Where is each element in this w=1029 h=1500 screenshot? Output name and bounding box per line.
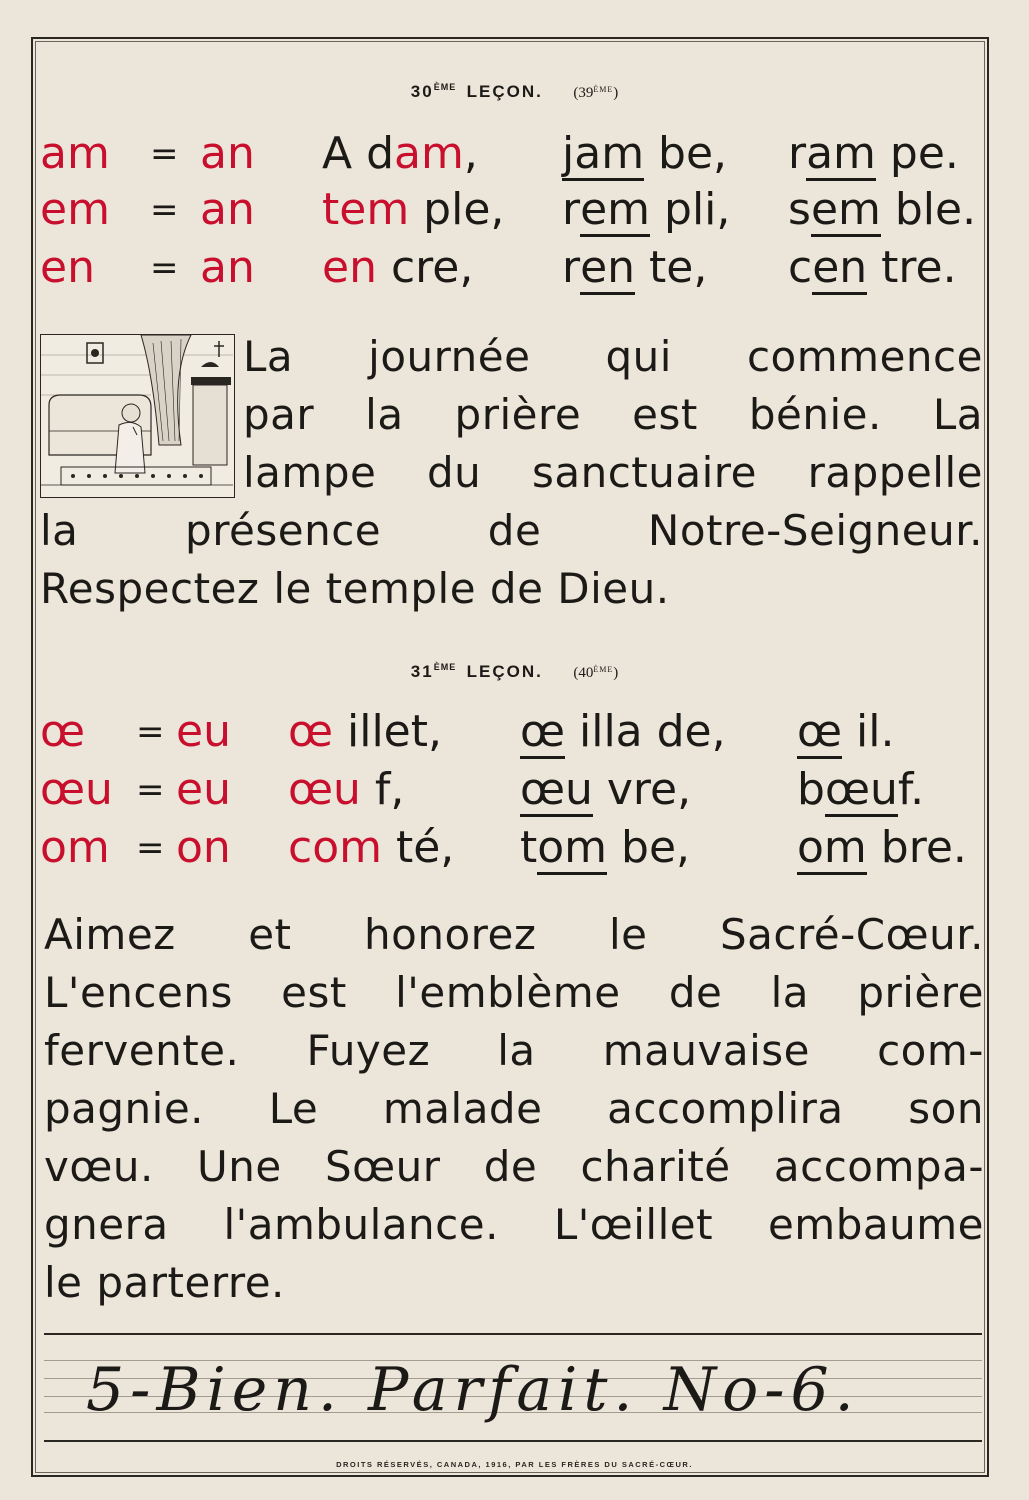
equals-sign: = bbox=[150, 248, 179, 288]
word: la bbox=[365, 390, 404, 439]
paragraph-31-line-1 bbox=[44, 906, 984, 964]
word: com- bbox=[877, 1026, 984, 1075]
word: Sœur bbox=[324, 1142, 441, 1191]
word: Fuyez bbox=[306, 1026, 431, 1075]
word-prefix: b bbox=[797, 764, 825, 815]
word: commence bbox=[746, 332, 983, 381]
sound-spelling: om bbox=[40, 822, 110, 873]
lesson-30-number: 30 bbox=[410, 82, 434, 101]
writing-top-rule bbox=[44, 1333, 982, 1335]
paragraph-31-line-6 bbox=[44, 1196, 984, 1254]
example-word bbox=[322, 180, 504, 240]
paragraph-30-line-1 bbox=[243, 328, 983, 386]
word-suffix: illa de, bbox=[565, 706, 726, 757]
word: son bbox=[908, 1084, 984, 1133]
word: journée bbox=[368, 332, 531, 381]
word: Aimez bbox=[44, 910, 176, 959]
example-word bbox=[797, 760, 924, 820]
word: accompa- bbox=[773, 1142, 984, 1191]
example-word bbox=[322, 238, 473, 298]
equals-sign: = bbox=[136, 770, 165, 810]
example-word bbox=[520, 818, 690, 878]
word: L'œillet bbox=[553, 1200, 714, 1249]
word-sound: om bbox=[537, 822, 608, 873]
word: accomplira bbox=[607, 1084, 844, 1133]
lesson-30-alt-close: ) bbox=[613, 85, 619, 101]
paragraph-31-line-3 bbox=[44, 1022, 984, 1080]
equals-sign: = bbox=[150, 190, 179, 230]
word-sound: em bbox=[810, 184, 881, 235]
word: L'encens bbox=[44, 968, 233, 1017]
example-word bbox=[288, 702, 442, 762]
word: présence bbox=[185, 506, 382, 555]
word-suffix: pli, bbox=[650, 184, 731, 235]
word-prefix: t bbox=[520, 822, 538, 873]
word-prefix: c bbox=[788, 242, 813, 293]
word-prefix: s bbox=[788, 184, 811, 235]
word-suffix: bre. bbox=[866, 822, 967, 873]
equals-sign: = bbox=[136, 712, 165, 752]
lesson-31-word: LEÇON. bbox=[466, 662, 543, 681]
word: sanctuaire bbox=[531, 448, 757, 497]
word: prière bbox=[857, 968, 984, 1017]
lesson-30-alt-suffix: ÈME bbox=[593, 85, 614, 94]
lesson-30-sound-row bbox=[0, 180, 1029, 240]
word-suffix: il. bbox=[842, 706, 895, 757]
word: Une bbox=[197, 1142, 282, 1191]
word: La bbox=[243, 332, 294, 381]
example-word bbox=[788, 180, 976, 240]
prayer-illustration-drawing bbox=[41, 335, 233, 496]
handwriting-sample: 5-Bien. Parfait. No-6. bbox=[86, 1355, 860, 1425]
word: par bbox=[243, 390, 315, 439]
equals-sign: = bbox=[150, 134, 179, 174]
word: prière bbox=[454, 390, 582, 439]
example-word bbox=[520, 760, 691, 820]
writing-bottom-rule bbox=[44, 1440, 982, 1442]
paragraph-30-line-4 bbox=[40, 502, 983, 560]
example-word bbox=[288, 818, 454, 878]
lesson-30-alt-num-text: (39 bbox=[573, 85, 594, 101]
word: malade bbox=[382, 1084, 543, 1133]
lesson-31-alt-number bbox=[573, 665, 618, 681]
word-sound: en bbox=[322, 242, 377, 293]
paragraph-31-line-2 bbox=[44, 964, 984, 1022]
word: Le bbox=[268, 1084, 319, 1133]
word-suffix: ple, bbox=[409, 184, 505, 235]
word-sound: am bbox=[806, 128, 876, 179]
word: Notre-Seigneur. bbox=[647, 506, 983, 555]
example-word bbox=[562, 180, 730, 240]
prayer-illustration bbox=[40, 334, 235, 498]
sound-spelling: am bbox=[40, 128, 110, 179]
word: gnera bbox=[44, 1200, 169, 1249]
word-suffix: te, bbox=[635, 242, 708, 293]
sound-equivalent: eu bbox=[176, 764, 231, 815]
example-word bbox=[788, 238, 957, 298]
word-prefix: r bbox=[562, 242, 581, 293]
word: mauvaise bbox=[602, 1026, 811, 1075]
word-sound: om bbox=[797, 822, 867, 873]
word-sound: en bbox=[812, 242, 868, 293]
paragraph-31-line-5 bbox=[44, 1138, 984, 1196]
sound-spelling: œu bbox=[40, 764, 113, 815]
lesson-31-sound-row bbox=[0, 818, 1029, 878]
paragraph-31-line-4 bbox=[44, 1080, 984, 1138]
lesson-31-heading bbox=[0, 662, 1029, 682]
sound-equivalent: on bbox=[176, 822, 231, 873]
paragraph-30-line-5: Respectez le temple de Dieu. bbox=[40, 564, 670, 613]
lesson-31-sound-row bbox=[0, 760, 1029, 820]
lesson-30-sound-row bbox=[0, 238, 1029, 298]
example-word bbox=[797, 818, 967, 878]
word-sound: am bbox=[394, 128, 464, 179]
word-sound: en bbox=[580, 242, 636, 293]
sound-spelling: em bbox=[40, 184, 110, 235]
word: la bbox=[770, 968, 810, 1017]
example-word bbox=[562, 124, 727, 184]
sound-equivalent: eu bbox=[176, 706, 231, 757]
equals-sign: = bbox=[136, 828, 165, 868]
word-sound: œ bbox=[288, 706, 334, 757]
word: fervente. bbox=[44, 1026, 240, 1075]
example-word bbox=[288, 760, 404, 820]
word: de bbox=[668, 968, 723, 1017]
word-suffix: , bbox=[463, 128, 478, 179]
word-suffix: ble. bbox=[880, 184, 977, 235]
sound-equivalent: an bbox=[200, 184, 255, 235]
lesson-31-suffix: ÈME bbox=[433, 662, 457, 672]
word: de bbox=[487, 506, 542, 555]
word-sound: œ bbox=[520, 706, 566, 757]
lesson-30-suffix: ÈME bbox=[433, 82, 457, 92]
word: charité bbox=[580, 1142, 731, 1191]
copyright-footer: DROITS RÉSERVÉS, CANADA, 1916, PAR LES FRÈRES DU SACRÉ-CŒUR. bbox=[336, 1460, 693, 1469]
word: la bbox=[40, 506, 79, 555]
example-word bbox=[797, 702, 894, 762]
word-suffix: be, bbox=[607, 822, 691, 873]
word-suffix: té, bbox=[381, 822, 455, 873]
word-sound: jam bbox=[562, 128, 645, 179]
word-suffix: tre. bbox=[867, 242, 957, 293]
sound-spelling: œ bbox=[40, 706, 86, 757]
example-word bbox=[520, 702, 726, 762]
word-suffix: pe. bbox=[875, 128, 959, 179]
lesson-30-sound-row bbox=[0, 124, 1029, 184]
word-sound: œu bbox=[288, 764, 361, 815]
paragraph-30-line-2 bbox=[243, 386, 983, 444]
word: qui bbox=[605, 332, 672, 381]
word-prefix: A d bbox=[322, 128, 395, 179]
word: vœu. bbox=[44, 1142, 154, 1191]
word-suffix: be, bbox=[644, 128, 728, 179]
lesson-31-sound-row bbox=[0, 702, 1029, 762]
word: le bbox=[608, 910, 648, 959]
word: bénie. bbox=[748, 390, 882, 439]
word: lampe bbox=[243, 448, 377, 497]
word: rappelle bbox=[807, 448, 983, 497]
word-sound: œ bbox=[797, 706, 843, 757]
word: est bbox=[281, 968, 347, 1017]
example-word bbox=[788, 124, 959, 184]
sound-equivalent: an bbox=[200, 242, 255, 293]
word: pagnie. bbox=[44, 1084, 205, 1133]
sound-equivalent: an bbox=[200, 128, 255, 179]
word-sound: com bbox=[288, 822, 382, 873]
word: de bbox=[483, 1142, 538, 1191]
word: l'emblème bbox=[395, 968, 621, 1017]
word-suffix: f. bbox=[897, 764, 925, 815]
word: honorez bbox=[364, 910, 537, 959]
word-sound: œu bbox=[520, 764, 593, 815]
word: l'ambulance. bbox=[223, 1200, 499, 1249]
word-sound: tem bbox=[322, 184, 410, 235]
word: et bbox=[248, 910, 292, 959]
word-suffix: f, bbox=[360, 764, 405, 815]
word-prefix: r bbox=[788, 128, 807, 179]
lesson-30-heading bbox=[0, 82, 1029, 102]
word: est bbox=[632, 390, 698, 439]
sound-spelling: en bbox=[40, 242, 95, 293]
word: du bbox=[427, 448, 482, 497]
word-suffix: cre, bbox=[376, 242, 474, 293]
lesson-31-number: 31 bbox=[410, 662, 434, 681]
lesson-31-alt-close: ) bbox=[613, 665, 619, 681]
word: la bbox=[497, 1026, 536, 1075]
lesson-30-word: LEÇON. bbox=[466, 82, 543, 101]
word: Sacré-Cœur. bbox=[719, 910, 984, 959]
word: embaume bbox=[767, 1200, 984, 1249]
word-suffix: vre, bbox=[592, 764, 692, 815]
example-word bbox=[322, 124, 478, 184]
lesson-31-alt-num-text: (40 bbox=[573, 665, 594, 681]
word-suffix: illet, bbox=[333, 706, 442, 757]
paragraph-30-line-3 bbox=[243, 444, 983, 502]
word-sound: œu bbox=[824, 764, 898, 815]
word: La bbox=[932, 390, 983, 439]
lesson-30-alt-number bbox=[573, 85, 618, 101]
example-word bbox=[562, 238, 707, 298]
lesson-31-alt-suffix: ÈME bbox=[593, 665, 614, 674]
word-prefix: r bbox=[562, 184, 581, 235]
word-sound: em bbox=[580, 184, 651, 235]
paragraph-31-line-7: le parterre. bbox=[44, 1258, 285, 1307]
